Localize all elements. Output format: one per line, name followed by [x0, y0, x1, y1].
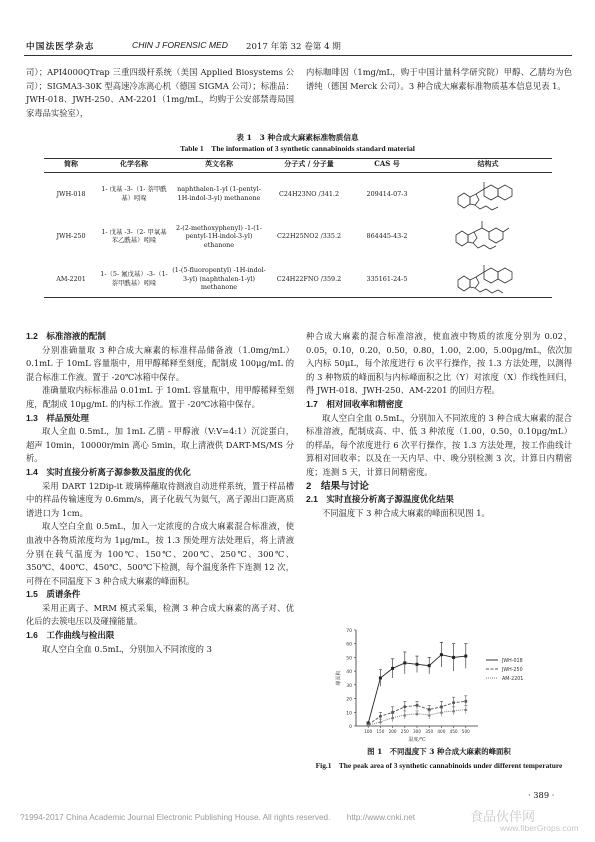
journal-name-cn: 中国法医学杂志: [26, 42, 95, 52]
data-point: [379, 715, 382, 718]
cn-name-cell: 1- 戊基 -3-（1- 萘甲酰基）吲哚: [101, 185, 167, 202]
data-point: [403, 661, 406, 664]
legend-label: JWH-250: [502, 667, 523, 673]
abbr-cell: JWH-018: [56, 189, 86, 198]
data-point: [428, 708, 431, 711]
col-english-name: 英文名称: [170, 158, 268, 172]
x-tick-label: 150: [376, 729, 385, 734]
table-row: [44, 172, 552, 215]
legend-label: AM-2201: [502, 676, 524, 682]
peak-area-chart: [318, 622, 558, 744]
section-1-4-paragraph-1: 采用 DART 12Dip-it 玻璃棒蘸取待测液自动进样系统，置于样品槽中的样品传输速度为 0.6mm/s，离子化载气为氦气，离子源出口距离质谱进口为 1cm。: [26, 480, 294, 518]
col-chemical-name: 化学名称: [98, 158, 170, 172]
data-point: [416, 704, 419, 707]
right-column: [306, 330, 572, 520]
section-1-2-paragraph-2: 准确量取内标标准品 0.01mL 于 10mL 容量瓶中，用甲醇稀释至刻度，配制成 10μg/mL 的内标工作液。置于 -20℃冰箱中保存。: [26, 385, 294, 409]
section-1-6-continued: 种合成大麻素的混合标准溶液，使血液中物质的浓度分别为 0.02，0.05，0.10，0.20，0.50，0.80，1.00，2.00，5.00μg/mL，依次加入内标 50μL，每个浓度进行 6 次平行操作，按 1.3 方法处理，以测得的 3 种物质的峰面积与内标峰面积之比（Y）对浓度（X）作线性回归，得 JWH-018、JWH-250、AM-2201 的回归方程。: [306, 331, 572, 396]
col-formula: 分子式 / 分子量: [268, 158, 350, 172]
formula-cell: C24H22FNO /359.2: [276, 274, 342, 283]
y-tick-label: 60: [346, 642, 352, 648]
legend-label: JWH-018: [502, 658, 523, 664]
left-column: [26, 330, 294, 656]
section-1-3-paragraph: 取人全血 0.5mL，加 1mL 乙腈 - 甲醇液（V:V=4:1）沉淀蛋白，超声 10min，10000r/min 离心 5min，取上清液供 DART-MS/MS 分析。: [26, 426, 294, 464]
x-tick-label: 350: [425, 729, 434, 734]
structure-cell: [424, 215, 552, 258]
cas-cell: 209414-07-3: [366, 189, 408, 198]
jwh-018-structure-image: [426, 173, 550, 213]
y-tick-label: 10: [346, 711, 352, 717]
data-point: [415, 712, 418, 715]
journal-name-en: CHIN J FORENSIC MED: [132, 40, 228, 50]
figure-caption-cn: 图 1 不同温度下 3 种合成大麻素的峰面积: [367, 747, 511, 756]
table-row: [44, 258, 552, 301]
cas-cell: 864445-43-2: [366, 232, 408, 241]
section-1-3-title: 1.3 样品预处理: [26, 412, 89, 423]
section-1-5-paragraph: 采用正离子、MRM 模式采集，检测 3 种合成大麻素的离子对、优化后的去簇电压以及碰撞能量。: [26, 602, 294, 627]
figure-caption-en: Fig.1 The peak area of 3 synthetic cannabinoids under different temperature: [315, 761, 563, 770]
section-1-5-title: 1.5 质谱条件: [26, 589, 81, 600]
cas-cell: 335161-24-5: [366, 274, 408, 283]
table-caption-cn: 表 1 3 种合成大麻素标准物质信息: [236, 133, 359, 142]
x-tick-label: 500: [461, 729, 470, 734]
jwh-250-structure-image: [426, 215, 550, 255]
data-point: [464, 700, 467, 703]
y-tick-label: 50: [346, 656, 352, 662]
section-1-6-paragraph: 取人空白全血 0.5mL，分别加入不同浓度的 3: [42, 643, 212, 654]
data-point: [379, 677, 382, 680]
structure-cell: [424, 172, 552, 215]
issue-info: 2017 年第 32 卷第 4 期: [246, 42, 341, 52]
structure-cell: [424, 258, 552, 301]
data-point: [428, 664, 431, 667]
formula-cell: C24H23NO /341.2: [278, 189, 340, 198]
x-tick-label: 450: [449, 729, 458, 734]
y-tick-label: 20: [346, 697, 352, 703]
section-1-4-title: 1.4 实时直接分析离子源参数及温度的优化: [26, 466, 191, 477]
cn-name-cell: 1- 戊基 -3-（2- 甲氧基苯乙酰基）吲哚: [101, 227, 167, 245]
x-tick-label: 250: [400, 729, 409, 734]
am-2201-structure-image: [426, 258, 550, 298]
data-point: [440, 705, 443, 708]
formula-cell: C22H25NO2 /335.2: [276, 232, 342, 241]
figure-1: [318, 622, 558, 744]
x-axis-label: 温度/℃: [408, 737, 426, 743]
materials-text: 司）；API4000QTrap 三重四级杆系统（美国 Applied Biosystems 公司）；SIGMA3-30K 型高速冷冻离心机（德国 SIGMA 公司）；标准品：JWH-018、JWH-250、AM-2201（1mg/mL，均购于公安部禁毒局国家毒品实验室），: [26, 67, 294, 118]
abbr-cell: JWH-250: [56, 232, 86, 241]
col-cas: CAS 号: [350, 158, 424, 172]
data-point: [391, 667, 394, 670]
abbr-cell: AM-2201: [56, 274, 86, 283]
copyright-footer: ?1994-2017 China Academic Journal Electronic Publishing House. All rights reserved. http://www.cnki.net: [20, 813, 416, 822]
table-header-row: [44, 158, 552, 172]
data-point: [416, 663, 419, 666]
x-tick-label: 300: [413, 729, 421, 734]
data-point: [379, 720, 382, 723]
en-name-cell: naphthalen-1-yl (1-pentyl-1H-indol-3-yl) methanone: [177, 185, 261, 202]
table-caption-en: Table 1 The information of 3 synthetic cannabinoids standard material: [180, 144, 415, 153]
internal-standard-text: 内标咖啡因（1mg/mL，购于中国计量科学研究院）甲醇、乙腈均为色谱纯（德国 Merck 公司）。3 种合成大麻素标准物质基本信息见表 1。: [306, 67, 572, 91]
watermark-site: www.fiberGrops.com: [500, 823, 579, 833]
y-tick-label: 0: [349, 725, 352, 730]
right-top-paragraph: [306, 66, 572, 93]
data-point: [403, 705, 406, 708]
section-2-title: 2 结果与讨论: [306, 480, 369, 492]
col-structure: 结构式: [424, 158, 552, 172]
y-axis-label: 峰面积: [336, 670, 342, 686]
watermark-cn: 食品伙伴网: [470, 809, 536, 824]
section-2-1-paragraph: 不同温度下 3 种合成大麻素的峰面积见图 1。: [322, 507, 490, 518]
data-point: [464, 655, 467, 658]
y-tick-label: 70: [346, 629, 352, 634]
data-point: [428, 713, 431, 716]
y-tick-label: 40: [346, 670, 352, 676]
section-2-1-title: 2.1 实时直接分析离子源温度优化结果: [306, 494, 454, 505]
data-point: [440, 653, 443, 656]
x-tick-label: 200: [388, 729, 397, 734]
standards-table: [44, 158, 552, 300]
table-bottom-rule: [44, 297, 552, 298]
data-point: [452, 656, 455, 659]
section-1-7-title: 1.7 相对回收率和精密度: [306, 398, 403, 409]
section-1-2-paragraph-1: 分别准确量取 3 种合成大麻素的标准样品储备液（1.0mg/mL）0.1mL 于 10mL 容量瓶中，用甲醇稀释至刻度，配制成 100μg/mL 的混合标准工作液。置于 -20℃冰箱中保存。: [26, 344, 294, 382]
data-point: [391, 711, 394, 714]
section-1-4-paragraph-2: 取人空白全血 0.5mL，加入一定浓度的合成大麻素混合标准液，使血液中各物质浓度均为 1μg/mL，按 1.3 预处理方法处理后，将上清液分别在载气温度为 100℃、150℃、200℃、250℃、300℃、350℃、400℃、450℃、500℃下检测，每个温度条件下连测 12 次，可得在不同温度下 3 种合成大麻素的峰面积。: [26, 521, 294, 586]
section-1-6-title: 1.6 工作曲线与检出限: [26, 630, 115, 641]
en-name-cell: 2-(2-methoxyphenyl) -1-(1-pentyl-1H-indol-3-yl) ethanone: [176, 223, 262, 249]
y-tick-label: 30: [346, 683, 352, 689]
en-name-cell: (1-(5-fluoropentyl) -1H-indol-3-yl) (naphthalen-1-yl) methanone: [172, 266, 266, 292]
data-point: [452, 701, 455, 704]
section-1-7-paragraph: 取人空白全血 0.5mL，分别加入不同浓度的 3 种合成大麻素的混合标准溶液，配制成高、中、低 3 种浓度（1.00，0.50，0.10μg/mL）的样品，每个浓度进行 6 次平行操作，按 1.3 方法处理，按工作曲线计算相对回收率；以及在一天内早、中、晚分别检测 3 次，计算日内精密度；连测 5 天，计算日间精密度。: [306, 412, 572, 477]
left-top-paragraph: [26, 66, 294, 120]
x-tick-label: 400: [437, 729, 446, 734]
table-row: [44, 215, 552, 258]
col-abbr: 简称: [44, 158, 98, 172]
standards-table-grid: [44, 158, 552, 300]
header-rule: [24, 55, 572, 56]
section-1-2-title: 1.2 标准溶液的配制: [26, 331, 106, 341]
data-point: [403, 713, 406, 716]
x-tick-label: 100: [364, 729, 373, 734]
page-number: · 389 ·: [528, 790, 555, 800]
cn-name-cell: 1-（5- 氟戊基）-3-（1- 萘甲酰基）吲哚: [100, 270, 168, 287]
table-top-rule: [44, 158, 552, 159]
